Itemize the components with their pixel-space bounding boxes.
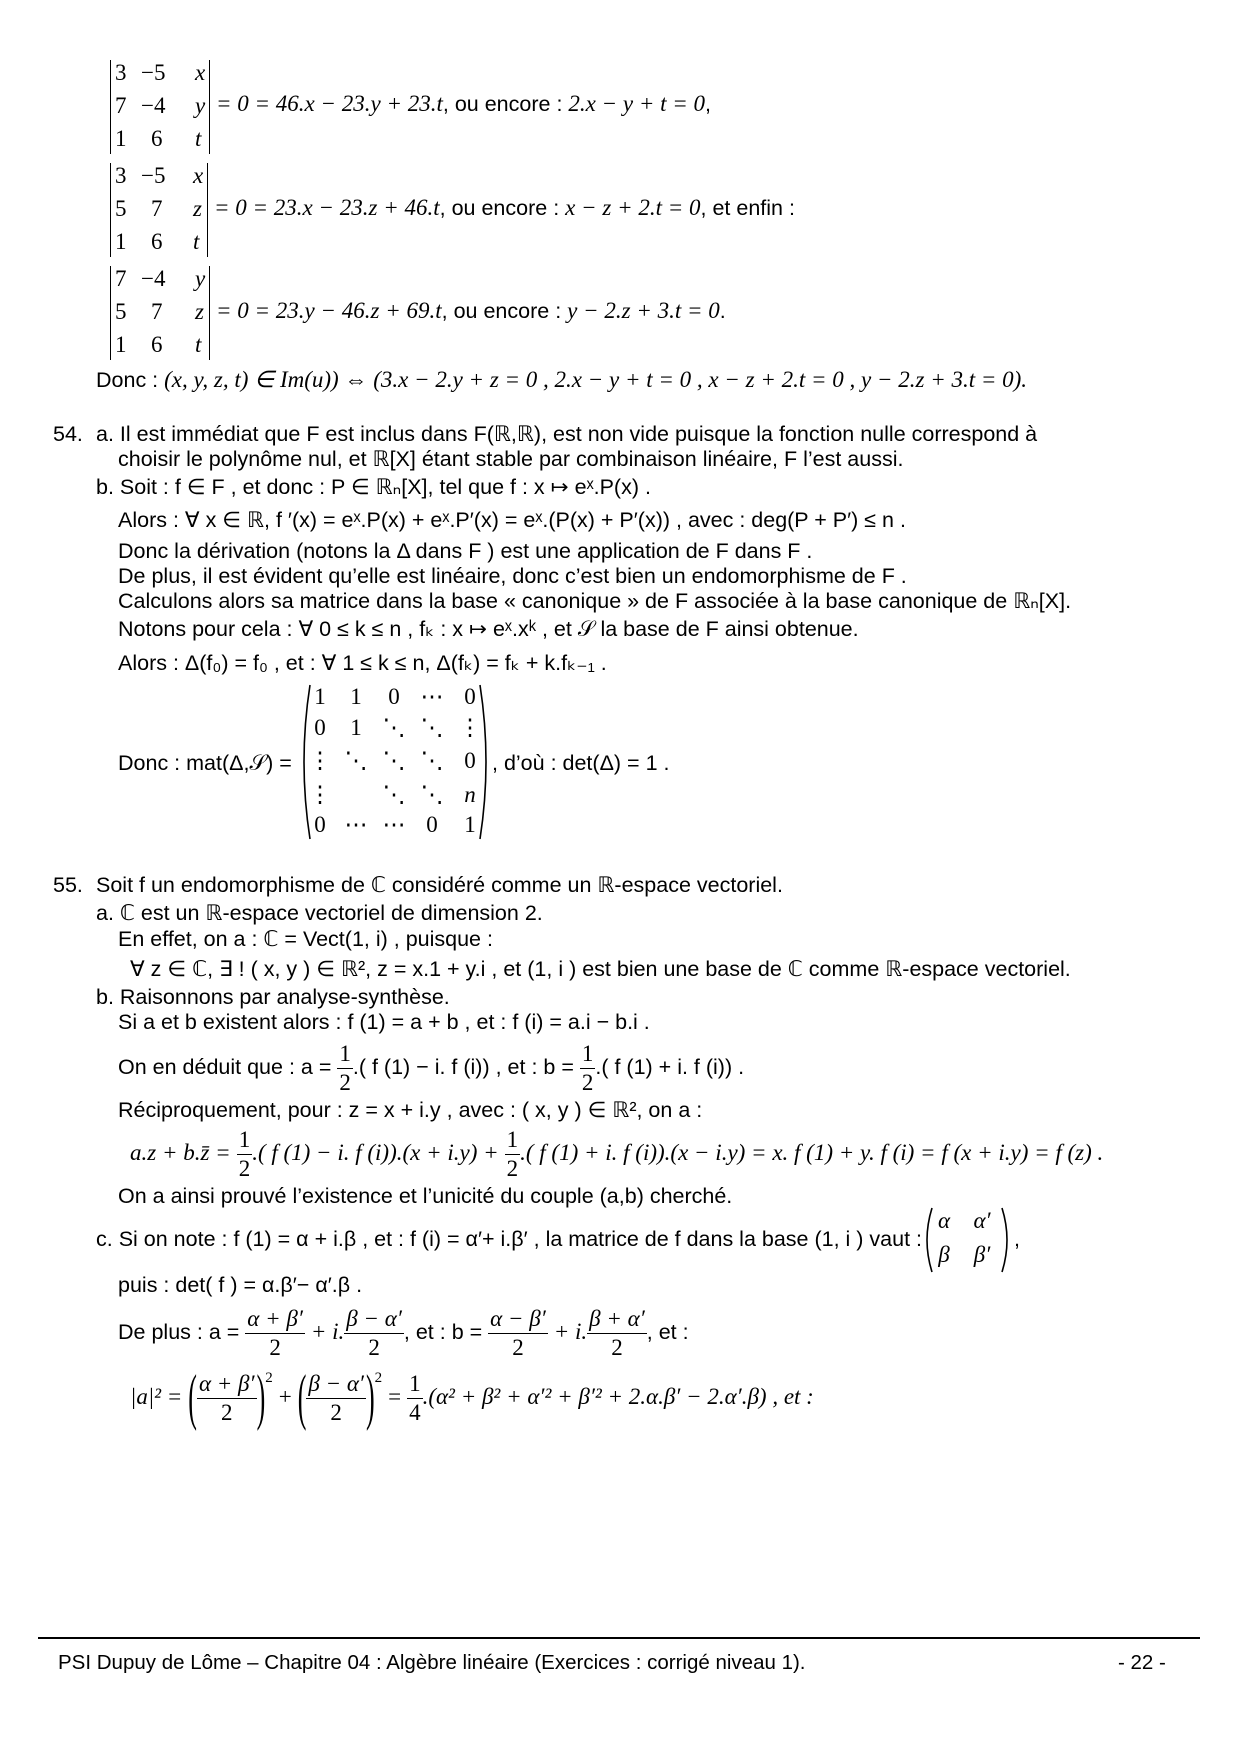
c-frac-6-num: β − α′: [306, 1370, 366, 1399]
footer-page-number: - 22 -: [1118, 1651, 1166, 1674]
det1-r2c1: 6: [151, 126, 163, 151]
c-matrix-right-paren: [1000, 1206, 1014, 1274]
ex54-b-line6: Notons pour cela : ∀ 0 ≤ k ≤ n , fₖ : x ↦ eˣ.xᵏ , et 𝒮 la base de F ainsi obtenue.: [118, 617, 859, 641]
ex54-matrix-tail: , d’où : det(Δ) = 1 .: [492, 751, 670, 775]
ex55-b-line5: [130, 1126, 1103, 1182]
m-1-4: ⋮: [458, 715, 482, 740]
det2-r1c1: 7: [151, 196, 163, 221]
footer-rule: [38, 1637, 1200, 1639]
det3-r2c2: t: [195, 332, 202, 357]
c4-sq-1: 2: [265, 1370, 273, 1386]
det2-r2c0: 1: [115, 229, 127, 254]
footer-left: PSI Dupuy de Lôme – Chapitre 04 : Algèbre linéaire (Exercices : corrigé niveau 1).: [58, 1651, 806, 1674]
ex54-b-line7: Alors : Δ(f₀) = f₀ , et : ∀ 1 ≤ k ≤ n, Δ(fₖ) = fₖ + k.fₖ₋₁ .: [118, 651, 607, 675]
det1-mid: , ou encore :: [442, 92, 569, 116]
det2-mid: , ou encore :: [439, 196, 566, 220]
half-num-2: 1: [580, 1040, 596, 1069]
c-frac-2: [344, 1305, 404, 1361]
c4-paren-open-2: (: [297, 1362, 307, 1433]
ex55-b-line4: Réciproquement, pour : z = x + i.y , avec : ( x, y ) ∈ ℝ², on a :: [118, 1098, 703, 1122]
determinant-2: [110, 163, 208, 257]
c-m-1-0: β: [938, 1242, 950, 1267]
det2-r0c0: 3: [115, 163, 127, 188]
det3-r1c0: 5: [115, 299, 127, 324]
m-2-2: ⋱: [382, 748, 406, 773]
c-frac-4-num: β + α′: [587, 1305, 647, 1334]
half-den-1: 2: [339, 1069, 351, 1095]
ex55-b-line1: b. Raisonnons par analyse-synthèse.: [96, 985, 450, 1009]
c3-tail: , et :: [646, 1319, 689, 1344]
c-frac-5: [197, 1370, 257, 1426]
c-frac-1-den: 2: [269, 1334, 281, 1360]
m-1-2: ⋱: [382, 715, 406, 740]
det1-eq: = 0 = 46.x − 23.y + 23.t: [216, 91, 443, 116]
c-frac-6: [306, 1370, 366, 1426]
ex55-c-line4: [130, 1362, 814, 1433]
ex54-b-line1: b. Soit : f ∈ F , et donc : P ∈ ℝₙ[X], tel que f : x ↦ eˣ.P(x) .: [96, 475, 651, 499]
half-den-2: 2: [581, 1069, 594, 1095]
half-fraction-2: [580, 1040, 596, 1096]
half-fraction-1: [337, 1040, 353, 1096]
ex54-matrix-label: Donc : mat(Δ,𝒮) =: [118, 751, 292, 775]
ex54-number: 54.: [53, 422, 83, 446]
ex55-c-line1: c. Si on note : f (1) = α + i.β , et : f (i) = α′+ i.β′ , la matrice de f dans la base (1, i ) vaut :: [96, 1227, 923, 1251]
m-0-3: ⋯: [420, 684, 444, 709]
c3-pre: De plus : a =: [118, 1319, 240, 1344]
half-den-4: 2: [506, 1155, 519, 1181]
det3-r0c1: −4: [141, 266, 166, 291]
c-frac-4: [587, 1305, 647, 1361]
c-frac-quarter: [407, 1370, 423, 1426]
half-fraction-4: [505, 1126, 521, 1182]
m-3-0: ⋮: [308, 782, 332, 807]
m-1-3: ⋱: [420, 715, 444, 740]
m-2-4: 0: [464, 748, 476, 773]
donc-label: Donc :: [96, 368, 165, 392]
c-m-0-0: α: [937, 1208, 951, 1233]
half-num-4: 1: [505, 1126, 521, 1155]
c3-mid1a: + i.: [310, 1318, 345, 1344]
det3-r1c1: 7: [151, 299, 163, 324]
det2-r0c1: −5: [141, 163, 166, 188]
det1-r2c2: t: [195, 126, 202, 151]
ex55-c-line2: puis : det( f ) = α.β′− α′.β .: [118, 1273, 363, 1297]
half-den-3: 2: [238, 1155, 251, 1181]
c-frac-3: [488, 1305, 548, 1361]
det3-equation-line: [216, 298, 726, 324]
c4-eq: =: [388, 1384, 402, 1409]
ex55-a-line1: a. ℂ est un ℝ-espace vectoriel de dimension 2.: [96, 901, 543, 925]
det1-r0c0: 3: [115, 60, 127, 85]
ex54-matrix: [300, 684, 490, 840]
c-m-1-1: β′: [973, 1242, 991, 1267]
c-matrix: [922, 1208, 1012, 1272]
m-2-3: ⋱: [420, 748, 444, 773]
det1-tail: ,: [705, 92, 711, 116]
m-3-2: ⋱: [382, 782, 406, 807]
m-4-4: 1: [464, 812, 476, 837]
c-frac-2-num: β − α′: [344, 1305, 404, 1334]
c-frac-1: [245, 1305, 305, 1361]
b5-mid: .( f (1) − i. f (i)).(x + i.y) +: [252, 1139, 499, 1165]
half-fraction-3: [237, 1126, 253, 1182]
det3-r1c2: z: [195, 299, 204, 324]
m-4-1: ⋯: [344, 812, 368, 837]
m-3-3: ⋱: [420, 782, 444, 807]
ex54-a-line1: a. Il est immédiat que F est inclus dans F(ℝ,ℝ), est non vide puisque la fonction nulle correspond à: [96, 422, 1038, 446]
det1-r0c2: x: [195, 60, 206, 85]
det3-eq2: y − 2.z + 3.t = 0: [567, 298, 720, 323]
det2-r2c1: 6: [151, 229, 163, 254]
c-frac-3-den: 2: [512, 1334, 524, 1360]
det3-eq: = 0 = 23.y − 46.z + 69.t: [216, 298, 442, 323]
c-frac-5-den: 2: [221, 1399, 233, 1425]
det1-r1c2: y: [195, 93, 206, 118]
ex54-b-line4: De plus, il est évident qu’elle est linéaire, donc c’est bien un endomorphisme de F .: [118, 564, 907, 588]
det1-equation-line: [216, 91, 711, 117]
det1-eq2: 2.x − y + t = 0: [568, 91, 706, 116]
m-2-0: ⋮: [308, 748, 332, 773]
c4-post: .(α² + β² + α′² + β′² + 2.α.β′ − 2.α′.β) , et :: [422, 1384, 814, 1409]
ex54-b-line3: Donc la dérivation (notons la Δ dans F ) est une application de F dans F .: [118, 539, 813, 563]
det3-mid: , ou encore :: [441, 299, 568, 323]
det2-r0c2: x: [193, 163, 204, 188]
c-quarter-den: 4: [409, 1399, 421, 1425]
m-3-4: n: [464, 782, 476, 807]
c-m-0-1: α′: [973, 1208, 991, 1233]
half-num-3: 1: [237, 1126, 253, 1155]
ex55-intro: Soit f un endomorphisme de ℂ considéré comme un ℝ-espace vectoriel.: [96, 873, 783, 897]
det2-r1c0: 5: [115, 196, 127, 221]
m-4-3: 0: [426, 812, 438, 837]
det2-eq2: x − z + 2.t = 0: [565, 195, 701, 220]
donc-conclusion: [96, 367, 1027, 393]
m-0-0: 1: [314, 684, 326, 709]
m-0-4: 0: [464, 684, 476, 709]
c3-mid1b: + i.: [553, 1318, 588, 1344]
ex55-number: 55.: [53, 873, 83, 897]
ex54-b-line5: Calculons alors sa matrice dans la base « canonique » de F associée à la base canonique de ℝₙ[X].: [118, 589, 1072, 613]
c4-sq-2: 2: [374, 1370, 383, 1386]
half-num-1: 1: [337, 1040, 353, 1069]
m-4-2: ⋯: [382, 812, 406, 837]
b3-pre: On en déduit que : a =: [118, 1054, 332, 1079]
ex54-a-line2: choisir le polynôme nul, et ℝ[X] étant stable par combinaison linéaire, F l’est aussi.: [118, 447, 904, 471]
det3-tail: .: [719, 299, 726, 323]
c4-paren-close-2: ): [365, 1362, 375, 1433]
b5-post: .( f (1) + i. f (i)).(x − i.y) = x. f (1) + y. f (i) = f (x + i.y) = f (z) .: [520, 1139, 1104, 1165]
m-2-1: ⋱: [344, 748, 368, 773]
det2-tail: , et enfin :: [700, 196, 795, 220]
det2-equation-line: [214, 195, 795, 221]
c4-plus: +: [278, 1384, 292, 1409]
b3-mid: .( f (1) − i. f (i)) , et : b =: [352, 1054, 574, 1079]
det2-r1c2: z: [193, 196, 202, 221]
m-0-1: 1: [350, 684, 362, 709]
ex55-b-line2: Si a et b existent alors : f (1) = a + b , et : f (i) = a.i − b.i .: [118, 1010, 650, 1034]
c-frac-2-den: 2: [368, 1334, 380, 1360]
m-1-1: 1: [350, 715, 362, 740]
ex55-c-line3: [118, 1305, 689, 1361]
donc-math: (x, y, z, t) ∈ Im(u)) ⇔ (3.x − 2.y + z = 0 , 2.x − y + t = 0 , x − z + 2.t = 0 , y − 2.z + 3.t = 0).: [164, 367, 1028, 392]
det3-r2c0: 1: [115, 332, 127, 357]
det1-r2c0: 1: [115, 126, 127, 151]
b3-post: .( f (1) + i. f (i)) .: [595, 1054, 745, 1079]
det1-r1c0: 7: [115, 93, 127, 118]
determinant-1: [110, 60, 210, 154]
c-line1-tail: ,: [1014, 1227, 1020, 1251]
c-frac-5-num: α + β′: [197, 1370, 257, 1399]
m-1-0: 0: [314, 715, 326, 740]
det2-eq: = 0 = 23.x − 23.z + 46.t: [214, 195, 440, 220]
ex55-a-line2: En effet, on a : ℂ = Vect(1, i) , puisque :: [118, 927, 493, 951]
det2-r2c2: t: [193, 229, 200, 254]
ex55-b-line3: [118, 1040, 744, 1096]
ex54-b-line2: Alors : ∀ x ∈ ℝ, f ′(x) = eˣ.P(x) + eˣ.P′(x) = eˣ.(P(x) + P′(x)) , avec : deg(P + P′) ≤ n .: [118, 508, 906, 532]
m-0-2: 0: [388, 684, 400, 709]
det3-r0c0: 7: [115, 266, 127, 291]
c4-paren-open-1: (: [188, 1362, 197, 1433]
det3-r0c2: y: [195, 266, 206, 291]
det1-r1c1: −4: [141, 93, 166, 118]
determinant-3: [110, 266, 210, 360]
ex55-b-line6: On a ainsi prouvé l’existence et l’unicité du couple (a,b) cherché.: [118, 1184, 733, 1208]
m-4-0: 0: [314, 812, 326, 837]
c4-paren-close-1: ): [256, 1362, 266, 1433]
c-frac-3-num: α − β′: [488, 1305, 548, 1334]
c3-mid2: , et : b =: [403, 1319, 483, 1344]
c4-pre: |a|² =: [130, 1384, 183, 1409]
c-frac-4-den: 2: [611, 1334, 623, 1360]
c-frac-1-num: α + β′: [245, 1305, 305, 1334]
b5-pre: a.z + b.z̄ =: [130, 1139, 231, 1165]
det1-r0c1: −5: [141, 60, 166, 85]
c-quarter-num: 1: [407, 1370, 423, 1399]
c-frac-6-den: 2: [330, 1399, 342, 1425]
det3-r2c1: 6: [151, 332, 163, 357]
ex55-a-line3: ∀ z ∈ ℂ, ∃ ! ( x, y ) ∈ ℝ², z = x.1 + y.i , et (1, i ) est bien une base de ℂ comme ℝ-espace vectoriel.: [130, 957, 1071, 981]
